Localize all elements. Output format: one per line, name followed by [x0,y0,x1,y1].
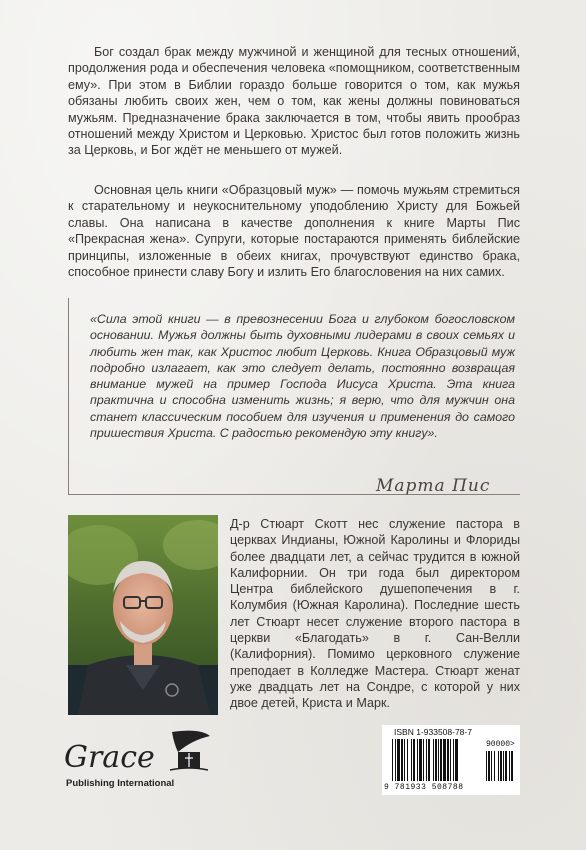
barcode-bar [397,739,400,781]
addon-bar [509,751,510,781]
barcode-bar [440,739,442,781]
description-paragraph-2: Основная цель книги «Образцовый муж» — помочь мужьям стремиться к старательному и неукоснительному уподоблению Христу для Божьей славы. Она написана в качестве дополнения к книге Марты Пис «Прекрасная жена». Супруги, которые постараются применять библейские принципы, изложенные в обеих книгах, прочувствуют единство брака, способное принести славу Богу и излить Его благословения на них самих. [68,183,520,280]
barcode-bar [450,739,451,781]
addon-bar [505,751,507,781]
barcode-bar [423,739,424,781]
barcode-bar [395,739,396,781]
barcode-bar [428,739,430,781]
endorsement-signature: Марта Пис [376,476,491,496]
addon-bar [486,751,487,781]
addon-bar [494,751,495,781]
isbn-label: ISBN 1-933508-78-7 [394,727,472,737]
author-photo [68,515,218,715]
barcode-bar [455,739,458,781]
publisher-logo [60,726,220,796]
barcode-bar [401,739,403,781]
barcode-bar [447,739,449,781]
description-paragraph-1: Бог создал брак между мужчиной и женщиной для тесных отношений, продолжения рода и обеспечения человека «помощником, соответственным ему». При этом в Библии гораздо больше говорится о том, как мужья обязаны любить своих жен, чем о том, как жены должны повиноваться мужьям. Предназначение брака заключается в том, чтобы явить прообраз отношений между Христом и Церковью. Христос был готов положить жизнь за Церковь, и Бог ждёт не меньшего от мужей. [68,45,520,158]
author-bio: Д-р Стюарт Скотт нес служение пастора в церквах Индианы, Южной Каролины и Флориды более двадцати лет, а сейчас трудится в южной Калифорнии. Он три года был директором Центра библейского душепопечения в г. Колумбия (Южная Каролина). Последние шесть лет Стюарт несет служение второго пастора в церкви «Благодать» в г. Сан-Велли (Калифорния). Помимо церковного служение преподает в Колледже Мастера. Стюарт женат уже двадцать лет на Сондре, с которой у них двое детей, Криста и Марк. [230,517,520,711]
barcode-bar [392,739,393,781]
addon-bar [503,751,504,781]
price-code: 90000> [486,740,515,749]
barcode-bar [417,739,418,781]
barcode-bar [438,739,439,781]
barcode-bar [426,739,427,781]
ean-digits: 9 781933 508788 [384,783,464,792]
barcode-bar [407,739,408,781]
barcode-bar [413,739,415,781]
addon-bar [491,751,492,781]
addon-bar [488,751,490,781]
barcode-bar [435,739,437,781]
barcode-bar [411,739,412,781]
addon-bar [498,751,499,781]
publisher-name: Publishing International [66,778,175,789]
publisher-logo-word: Grace [64,740,155,775]
endorsement-quote: «Сила этой книги — в превознесении Бога и глубоком богословском основании. Мужья должны быть духовными лидерами в своих семьях и любить жен так, как Христос любит Церковь. Книга Образцовый муж подробно излагает, как это следует делать, постоянно возвращая внимание мужей на пример Господа Иисуса Христа. Эта книга практична и способна изменить жизнь; я верю, что для мужчин она станет классическим пособием для изучения и применения до самого пришествия Христа. С радостью рекомендую эту книгу». [90,312,515,441]
isbn-barcode [382,725,520,795]
barcode-bar [419,739,422,781]
addon-bar [511,751,513,781]
barcode-bar [433,739,434,781]
addon-bar [500,751,502,781]
barcode-bar [453,739,454,781]
barcode-bar [404,739,405,781]
barcode-bar [443,739,446,781]
